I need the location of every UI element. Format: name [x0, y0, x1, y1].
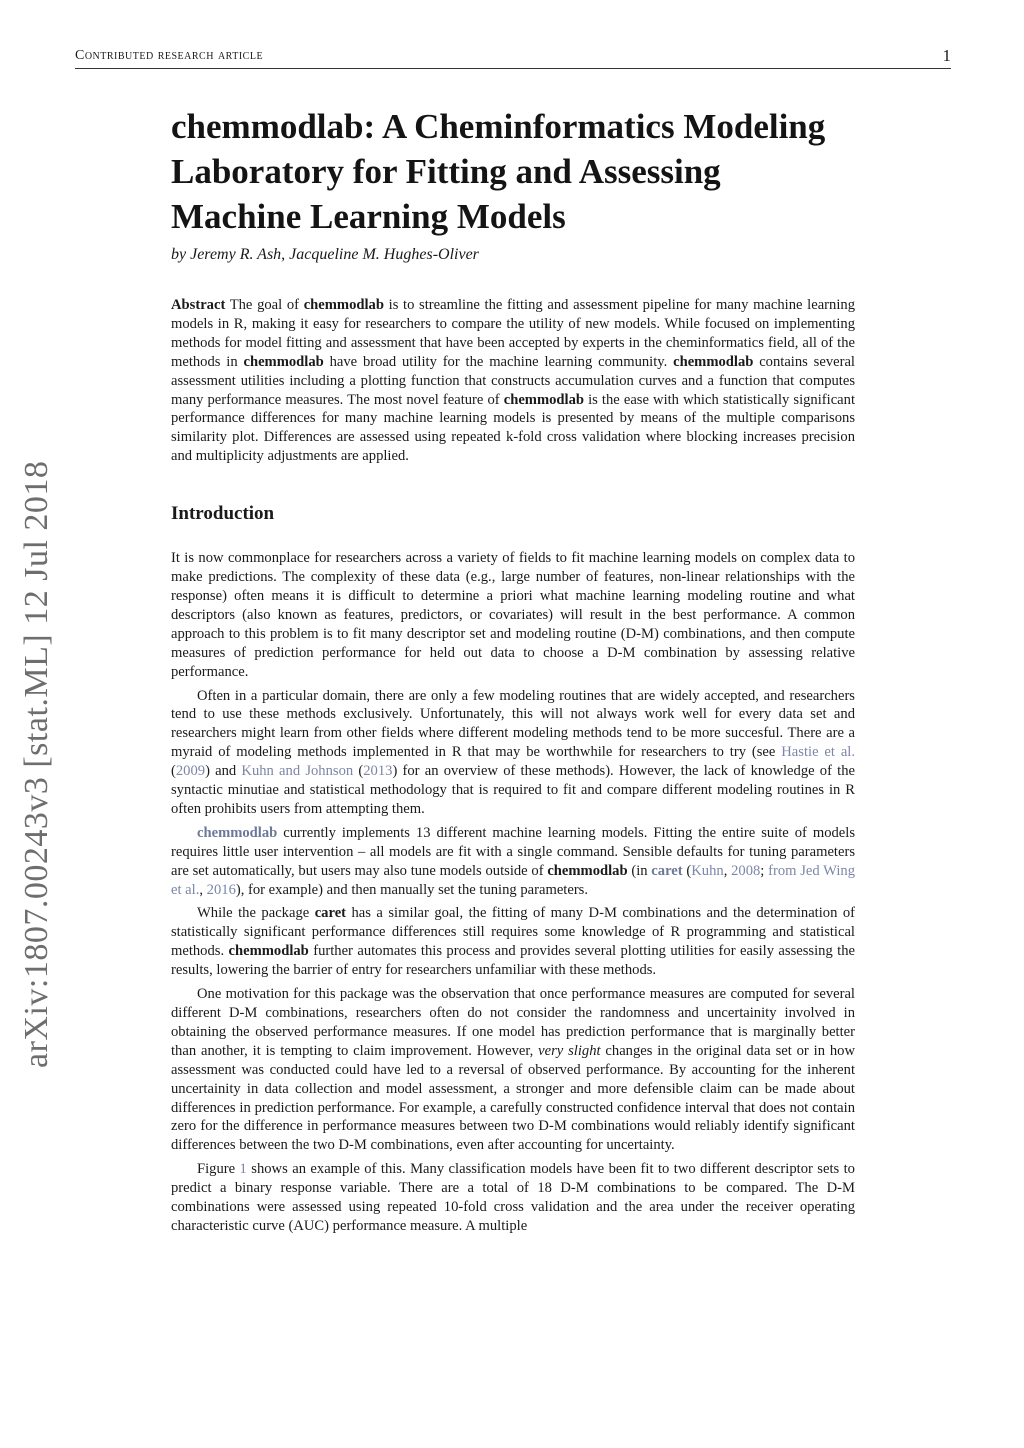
page-number: 1 [942, 46, 951, 65]
citation-year-link[interactable]: 2008 [731, 862, 761, 879]
paragraph-text: has a similar goal, the fitting of many D-M combinations and the determination of statistically significant performance differences still requires some knowledge of R programming and statistical methods. [171, 905, 856, 960]
paragraph-text: Figure [197, 1161, 240, 1178]
citation-year-link[interactable]: 2013 [363, 763, 393, 780]
paragraph-text: It is now commonplace for researchers across a variety of fields to fit machine learning models on complex data to make predictions. The complexity of these data (e.g., large number of features, non-linear relationships with the response) often means it is difficult to determine a priori what machine learning modeling routine and what descriptors (also known as features, predictors, or covariates) will result in the best performance. A common approach to this problem is to fit many descriptor set and modeling routine (D-M) combinations, and then compute measures of prediction performance for held out data to choose a D-M combination by assessing relative performance. [171, 550, 855, 680]
citation-link[interactable]: from Jed Wing et al. [171, 862, 855, 898]
package-name: caret [314, 905, 347, 922]
running-title: Contributed research article [75, 48, 264, 63]
paragraph-3 [171, 824, 855, 900]
paragraph-1 [171, 549, 855, 681]
abstract-label: Abstract [171, 297, 226, 313]
citation-link[interactable]: Kuhn and Johnson [241, 763, 354, 780]
paragraph-text: While the package [197, 905, 315, 922]
package-link[interactable]: chemmodlab [197, 824, 278, 841]
paragraph-text: changes in the original data set or in how assessment was conducted could have led to a reversal of observed performance. By accounting for the inherent uncertainity in data collection and model assessment, a stronger and more defensible claim can be made about differences in prediction performance. For example, a carefully constructed confidence interval that does not contain zero for the difference in performance measures between two D-M combinations would reliably identify significant differences between the two D-M combinations, even after accounting for uncertainty. [171, 1042, 855, 1154]
section-heading-introduction: Introduction [171, 503, 275, 525]
paragraph-text: ) for an overview of these methods). However, the lack of knowledge of the syntactic minutiae and statistical methodology that is required to fit and compare different modeling routines in R often prohibits users from attempting them. [171, 763, 855, 817]
paragraph-text: shows an example of this. Many classification models have been fit to two different descriptor sets to predict a binary response variable. There are a total of 18 D-M combinations to be compared. The D-M combinations were assessed using repeated 10-fold cross validation and the area under the receiver operating characteristic curve (AUC) performance measure. A multiple [171, 1161, 855, 1234]
paragraph-5 [171, 985, 855, 1155]
abstract-text: is the ease with which statistically significant performance differences for many machine learning models is presented by means of the multiple comparisons similarity plot. Differences are assessed using repeated k-fold cross validation where blocking increases precision and multiplicity adjustments are applied. [171, 391, 855, 465]
package-link[interactable]: caret [651, 862, 683, 879]
paragraph-text: Often in a particular domain, there are only a few modeling routines that are widely accepted, and researchers tend to use these methods exclusively. Unfortunately, this will not always work well for every data set and researchers might learn from other fields where different modeling methods tend to be more succesful. There are a myraid of modeling methods implemented in R that may be worthwhile for researchers to try (see [171, 687, 855, 761]
package-name: chemmodlab [243, 353, 324, 370]
citation-link[interactable]: Kuhn [691, 862, 724, 879]
paragraph-text: ; [760, 862, 769, 879]
paragraph-text: ) and [205, 763, 242, 780]
paragraph-2 [171, 687, 855, 819]
paragraph-text: (in [627, 862, 652, 879]
package-name: chemmodlab [503, 391, 584, 408]
running-header [75, 46, 951, 69]
citation-year-link[interactable]: 2009 [175, 763, 206, 780]
figure-reference-link[interactable]: 1 [239, 1161, 247, 1178]
paragraph-text: ( [171, 763, 176, 780]
abstract-text: contains several assessment utilities including a plotting function that constructs accumulation curves and a function that computes many performance measures. The most novel feature of [171, 353, 855, 408]
abstract-text: is to streamline the fitting and assessment pipeline for many machine learning models in R, making it easy for researchers to compare the utility of new models. While focused on implementing methods for model fitting and assessment that have been accepted by experts in the cheminformatics field, all of the methods in [171, 297, 855, 370]
paragraph-text: ), for example) and then manually set the tuning parameters. [235, 881, 589, 898]
abstract-text: The goal of [225, 297, 304, 313]
paragraph-text: , [723, 862, 732, 879]
paragraph-6 [171, 1160, 855, 1236]
paragraph-text: currently implements 13 different machine learning models. Fitting the entire suite of models requires little user intervention – all models are fit with a single command. Sensible defaults for tuning parameters are set automatically, but users may also tune models outside of [171, 824, 855, 879]
package-name: chemmodlab [673, 353, 754, 370]
introduction-body [171, 549, 855, 1236]
citation-link[interactable]: Hastie et al. [781, 744, 856, 761]
citation-year-link[interactable]: 2016 [206, 881, 236, 898]
paragraph-text: ( [353, 763, 364, 780]
arxiv-identifier-stamp: arXiv:1807.00243v3 [stat.ML] 12 Jul 2018 [18, 460, 55, 1068]
package-name: chemmodlab [303, 297, 384, 313]
paragraph-text: One motivation for this package was the observation that once performance measures are computed for several different D-M combinations, researchers often do not consider the randomness and uncertainity involved in obtaining the observed performance measures. If one model has prediction performance that is marginally better than another, it is tempting to claim improvement. However, [171, 986, 855, 1059]
paragraph-text: further automates this process and provides several plotting utilities for easily assessing the results, lowering the barrier of entry for researchers unfamiliar with these methods. [171, 943, 855, 979]
article-body [171, 104, 855, 1241]
paper-title: chemmodlab: A Cheminformatics Modeling Laboratory for Fitting and Assessing Machine Learning Models [171, 107, 826, 236]
abstract [171, 296, 855, 466]
emphasis-text: very slight [538, 1042, 601, 1059]
package-name: chemmodlab [547, 862, 628, 879]
paragraph-text: ( [682, 862, 692, 879]
package-name: chemmodlab [228, 943, 309, 960]
paragraph-text: , [199, 881, 207, 898]
abstract-text: have broad utility for the machine learning community. [323, 353, 674, 370]
author-byline: by Jeremy R. Ash, Jacqueline M. Hughes-Oliver [171, 246, 479, 263]
paragraph-4 [171, 904, 855, 980]
